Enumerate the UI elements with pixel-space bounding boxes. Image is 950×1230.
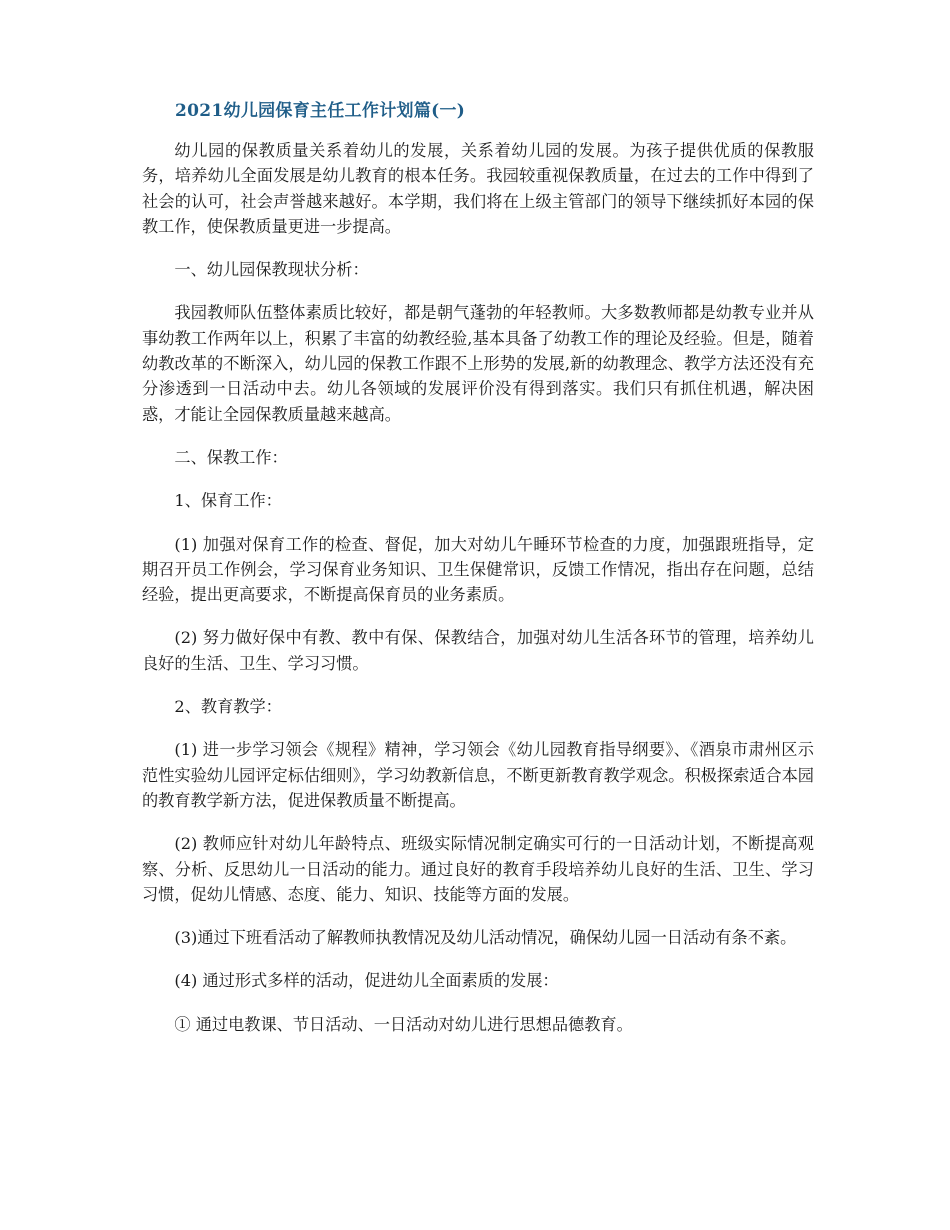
paragraph-care-2: (2) 努力做好保中有教、教中有保、保教结合，加强对幼儿生活各环节的管理，培养幼儿良好的生活、卫生、学习习惯。	[142, 628, 814, 673]
subsection-heading-care: 1、保育工作：	[174, 491, 282, 511]
paragraph-care-1: (1) 加强对保育工作的检查、督促，加大对幼儿午睡环节检查的力度，加强跟班指导，定期召开员工作例会，学习保育业务知识、卫生保健常识，反馈工作情况，指出存在问题，总结经验，提出更高要求，不断提高保育员的业务素质。	[142, 534, 814, 605]
paragraph-teaching-4: (4) 通过形式多样的活动，促进幼儿全面素质的发展：	[174, 971, 559, 991]
paragraph-teaching-2: (2) 教师应针对幼儿年龄特点、班级实际情况制定确实可行的一日活动计划，不断提高观察、分析、反思幼儿一日活动的能力。通过良好的教育手段培养幼儿良好的生活、卫生、学习习惯，促幼儿情感、态度、能力、知识、技能等方面的发展。	[142, 834, 814, 904]
section-heading-work: 二、保教工作：	[174, 447, 288, 467]
paragraph-status-analysis: 我园教师队伍整体素质比较好，都是朝气蓬勃的年轻教师。大多数教师都是幼教专业并从事幼教工作两年以上，积累了丰富的幼教经验,基本具备了幼教工作的理论及经验。但是，随着幼教改革的不断深入，幼儿园的保教工作跟不上形势的发展,新的幼教理念、教学方法还没有充分渗透到一日活动中去。幼儿各领域的发展评价没有得到落实。我们只有抓住机遇，解决困惑，才能让全园保教质量越来越高。	[142, 303, 814, 424]
paragraph-intro: 幼儿园的保教质量关系着幼儿的发展，关系着幼儿园的发展。为孩子提供优质的保教服务，培养幼儿全面发展是幼儿教育的根本任务。我园较重视保教质量，在过去的工作中得到了社会的认可，社会声誉越来越好。本学期，我们将在上级主管部门的领导下继续抓好本园的保教工作，使保教质量更进一步提高。	[142, 141, 814, 236]
document-title: 2021幼儿园保育主任工作计划篇(一)	[175, 101, 466, 121]
paragraph-teaching-4-item-1: ① 通过电教课、节日活动、一日活动对幼儿进行思想品德教育。	[174, 1014, 633, 1034]
section-heading-status: 一、幼儿园保教现状分析：	[174, 260, 369, 280]
paragraph-teaching-1: (1) 进一步学习领会《规程》精神，学习领会《幼儿园教育指导纲要》、《酒泉市肃州区示范性实验幼儿园评定标估细则》，学习幼教新信息，不断更新教育教学观念。积极探索适合本园的教育教学新方法，促进保教质量不断提高。	[142, 740, 814, 810]
document-body	[142, 138, 814, 1055]
paragraph-teaching-3: (3)通过下班看活动了解教师执教情况及幼儿活动情况，确保幼儿园一日活动有条不紊。	[174, 928, 797, 948]
subsection-heading-teaching: 2、教育教学：	[174, 697, 282, 717]
